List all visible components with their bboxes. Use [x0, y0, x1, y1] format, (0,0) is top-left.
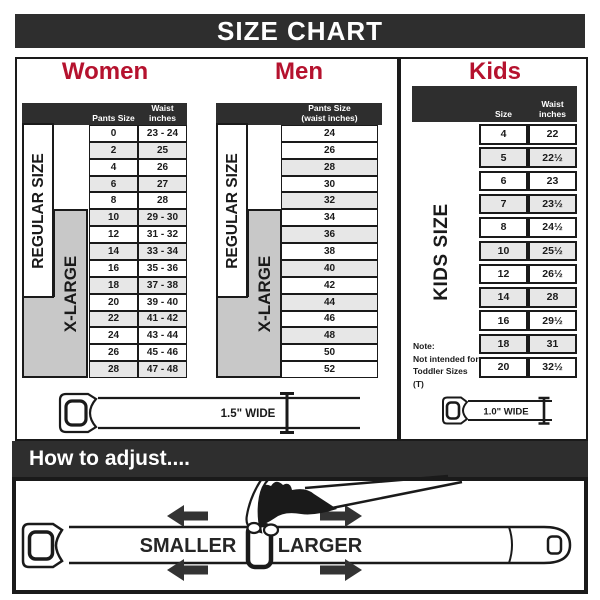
- table-row: [281, 260, 378, 277]
- adult-belt-graphic: [55, 390, 367, 436]
- table-cell: 40: [281, 260, 378, 277]
- table-cell: 10: [479, 241, 528, 262]
- page-title: SIZE CHART: [15, 14, 585, 48]
- table-row: [479, 124, 577, 145]
- table-cell: 37 - 38: [138, 277, 187, 294]
- kids-header: Kids: [468, 58, 521, 85]
- table-row: [89, 277, 187, 294]
- table-cell: 39 - 40: [138, 294, 187, 311]
- table-row: [89, 260, 187, 277]
- table-row: [479, 217, 577, 238]
- table-row: [281, 142, 378, 159]
- table-cell: 6: [479, 171, 528, 192]
- table-cell: 50: [281, 344, 378, 361]
- table-row: [479, 147, 577, 168]
- table-cell: 23: [528, 171, 577, 192]
- table-cell: 32: [281, 192, 378, 209]
- men-regular-label: REGULAR SIZE: [224, 153, 241, 269]
- table-cell: 22½: [528, 147, 577, 168]
- table-cell: 14: [479, 287, 528, 308]
- kids-belt-width-label: 1.0" WIDE: [483, 406, 529, 418]
- table-cell: 12: [89, 226, 138, 243]
- table-cell: 26: [281, 142, 378, 159]
- table-row: [89, 361, 187, 378]
- table-row: [89, 176, 187, 193]
- table-cell: 29 - 30: [138, 209, 187, 226]
- table-row: [89, 226, 187, 243]
- adjust-banner: How to adjust....: [12, 441, 588, 477]
- table-cell: 24½: [528, 217, 577, 238]
- women-col-pants: Pants Size: [92, 112, 135, 123]
- table-row: [281, 294, 378, 311]
- table-row: [89, 243, 187, 260]
- kids-table-head: [412, 86, 577, 122]
- table-row: [89, 294, 187, 311]
- table-cell: 31 - 32: [138, 226, 187, 243]
- table-cell: 46: [281, 311, 378, 328]
- table-row: [281, 176, 378, 193]
- men-kids-divider: [397, 57, 401, 441]
- table-cell: 52: [281, 361, 378, 378]
- women-table-head: [22, 103, 187, 125]
- adult-belt-width-label: 1.5" WIDE: [220, 408, 276, 420]
- table-cell: 16: [479, 310, 528, 331]
- table-cell: 4: [89, 159, 138, 176]
- men-size-labels: [216, 123, 282, 378]
- table-cell: 29½: [528, 310, 577, 331]
- table-cell: 23 - 24: [138, 125, 187, 142]
- table-cell: 28: [138, 192, 187, 209]
- table-row: [89, 159, 187, 176]
- table-row: [479, 357, 577, 378]
- table-cell: 8: [479, 217, 528, 238]
- table-row: [281, 243, 378, 260]
- kids-col-size: Size: [494, 108, 512, 119]
- adjust-diagram: [12, 477, 588, 594]
- table-row: [281, 226, 378, 243]
- kids-belt-graphic: [440, 396, 558, 426]
- table-row: [479, 194, 577, 215]
- table-cell: 41 - 42: [138, 311, 187, 328]
- table-cell: 42: [281, 277, 378, 294]
- table-cell: 43 - 44: [138, 327, 187, 344]
- women-table: [89, 125, 187, 378]
- table-cell: 22: [528, 124, 577, 145]
- table-cell: 8: [89, 192, 138, 209]
- table-row: [479, 310, 577, 331]
- table-cell: 36: [281, 226, 378, 243]
- table-row: [281, 344, 378, 361]
- men-table: [281, 125, 378, 378]
- table-cell: 32½: [528, 357, 577, 378]
- table-cell: 24: [89, 327, 138, 344]
- table-cell: 27: [138, 176, 187, 193]
- table-cell: 20: [89, 294, 138, 311]
- table-cell: 34: [281, 209, 378, 226]
- arrow-left-top-icon: [167, 505, 208, 527]
- table-row: [89, 125, 187, 142]
- table-row: [281, 209, 378, 226]
- table-cell: 44: [281, 294, 378, 311]
- kids-note: Note: Not intended for Toddler Sizes (T): [413, 341, 479, 389]
- table-cell: 33 - 34: [138, 243, 187, 260]
- table-cell: 10: [89, 209, 138, 226]
- table-row: [89, 344, 187, 361]
- table-row: [89, 192, 187, 209]
- table-cell: 23½: [528, 194, 577, 215]
- table-row: [479, 334, 577, 355]
- table-cell: 31: [528, 334, 577, 355]
- table-cell: 5: [479, 147, 528, 168]
- table-cell: 25: [138, 142, 187, 159]
- table-cell: 26½: [528, 264, 577, 285]
- table-cell: 6: [89, 176, 138, 193]
- table-cell: 35 - 36: [138, 260, 187, 277]
- smaller-label: SMALLER: [139, 535, 237, 557]
- men-table-head: [216, 103, 382, 125]
- table-row: [89, 209, 187, 226]
- table-cell: 16: [89, 260, 138, 277]
- table-cell: 7: [479, 194, 528, 215]
- table-cell: 30: [281, 176, 378, 193]
- women-size-labels: [22, 123, 88, 378]
- table-cell: 20: [479, 357, 528, 378]
- table-row: [281, 159, 378, 176]
- table-cell: 25½: [528, 241, 577, 262]
- table-row: [281, 192, 378, 209]
- men-col-pants: Pants Size (waist inches): [301, 103, 358, 123]
- table-cell: 47 - 48: [138, 361, 187, 378]
- table-cell: 12: [479, 264, 528, 285]
- table-row: [281, 361, 378, 378]
- table-cell: 18: [89, 277, 138, 294]
- table-cell: 28: [528, 287, 577, 308]
- table-cell: 4: [479, 124, 528, 145]
- table-cell: 2: [89, 142, 138, 159]
- table-row: [281, 277, 378, 294]
- table-cell: 14: [89, 243, 138, 260]
- table-row: [281, 311, 378, 328]
- table-cell: 18: [479, 334, 528, 355]
- men-header: Men: [275, 58, 323, 85]
- women-col-waist: Waist inches: [149, 103, 176, 123]
- table-cell: 24: [281, 125, 378, 142]
- table-cell: 28: [89, 361, 138, 378]
- table-row: [479, 241, 577, 262]
- table-row: [479, 264, 577, 285]
- table-row: [479, 171, 577, 192]
- table-row: [89, 327, 187, 344]
- women-regular-label: REGULAR SIZE: [30, 153, 47, 269]
- men-xlarge-label: X-LARGE: [255, 255, 274, 333]
- kids-table: [479, 124, 577, 381]
- table-row: [89, 142, 187, 159]
- table-cell: 38: [281, 243, 378, 260]
- women-xlarge-label: X-LARGE: [61, 255, 80, 333]
- table-cell: 22: [89, 311, 138, 328]
- table-cell: 26: [138, 159, 187, 176]
- table-cell: 28: [281, 159, 378, 176]
- kids-size-label: KIDS SIZE: [431, 203, 452, 301]
- table-row: [479, 287, 577, 308]
- table-cell: 48: [281, 327, 378, 344]
- table-row: [281, 125, 378, 142]
- table-cell: 0: [89, 125, 138, 142]
- table-row: [89, 311, 187, 328]
- kids-col-waist: Waist inches: [539, 99, 566, 119]
- larger-label: LARGER: [277, 535, 363, 557]
- women-header: Women: [61, 58, 149, 85]
- table-row: [281, 327, 378, 344]
- table-cell: 45 - 46: [138, 344, 187, 361]
- table-cell: 26: [89, 344, 138, 361]
